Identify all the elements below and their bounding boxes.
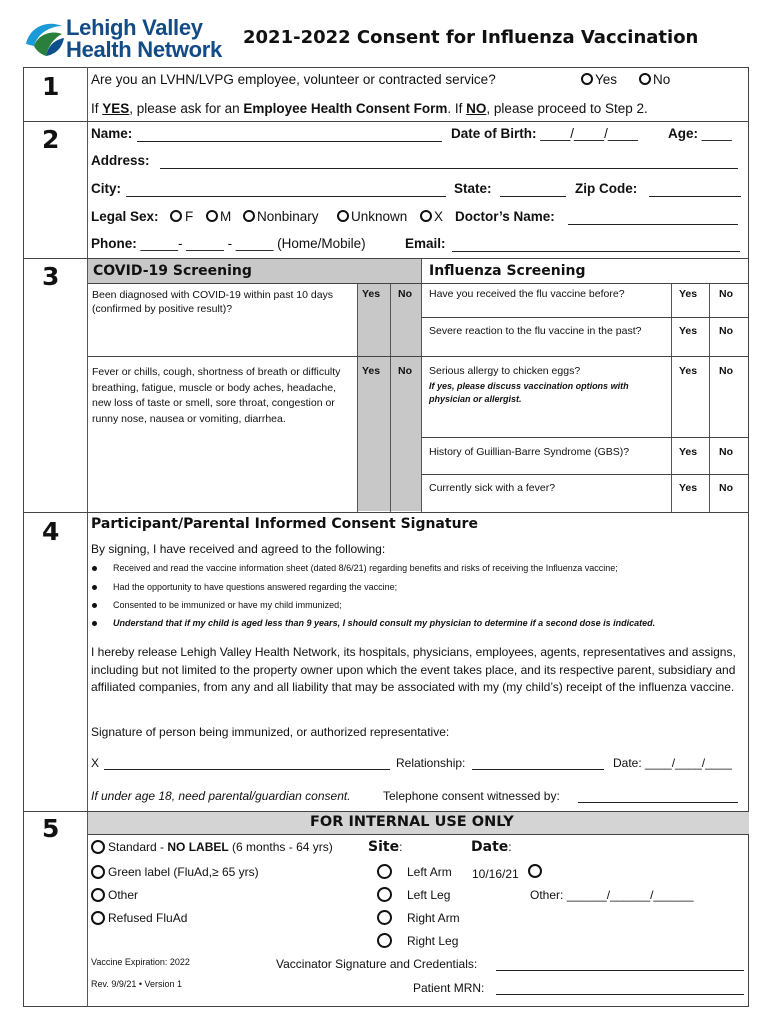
state-field[interactable] [500, 196, 566, 197]
address-label: Address: [91, 153, 150, 168]
other-date[interactable]: Other: ______/______/______ [530, 888, 694, 902]
bullet-icon [92, 621, 97, 626]
page-title: 2021-2022 Consent for Influenza Vaccination [243, 27, 699, 48]
step-number-1: 1 [42, 72, 60, 101]
city-label: City: [91, 181, 122, 196]
state-label: State: [454, 181, 492, 196]
right-arm-radio[interactable] [377, 910, 392, 925]
consent-bullet-1: Received and read the vaccine information sheet (dated 8/6/21) regarding benefits and risks of receiving the Influenza vaccine; [113, 563, 618, 573]
flu-q3-note: If yes, please discuss vaccination options with physician or allergist. [429, 381, 629, 404]
right-leg-radio[interactable] [377, 933, 392, 948]
sex-x-label: X [434, 209, 444, 224]
sex-m-label: M [220, 209, 232, 224]
right-arm-label: Right Arm [407, 911, 460, 925]
city-field[interactable] [126, 196, 446, 197]
doctor-field[interactable] [568, 224, 738, 225]
sex-f-radio[interactable] [170, 210, 182, 222]
consent-bullet-4: Understand that if my child is aged less than 9 years, I should consult my physician to determine if a second dose is indicated. [113, 618, 656, 628]
consent-title: Participant/Parental Informed Consent Signature [91, 516, 478, 532]
release-text: I hereby release Lehigh Valley Health Network, its hospitals, physicians, employees, agents, representatives and assigns, including but not limited to the property owner upon which the event takes place, and its respective parent, subsidiary and affiliated companies, from any and all liability that may be associated with my (my child’s) receipt of the influenza vaccine. [91, 645, 736, 694]
step-number-5: 5 [42, 814, 60, 843]
date-value: 10/16/21 [472, 867, 519, 881]
flu-title: Influenza Screening [429, 263, 586, 279]
zip-field[interactable] [649, 196, 741, 197]
address-field[interactable] [160, 168, 738, 169]
date-radio[interactable] [528, 864, 542, 878]
covid-q1-no[interactable]: No [398, 288, 412, 300]
patient-mrn-label: Patient MRN: [413, 981, 485, 995]
consent-intro: By signing, I have received and agreed to the following: [91, 542, 386, 556]
telephone-witness-field[interactable] [578, 802, 738, 803]
signature-label: Signature of person being immunized, or authorized representative: [91, 725, 450, 739]
internal-title: FOR INTERNAL USE ONLY [310, 814, 514, 830]
consent-date[interactable]: Date: ____/____/____ [613, 756, 732, 770]
green-label-radio[interactable] [91, 865, 105, 879]
left-arm-label: Left Arm [407, 865, 452, 879]
dob-label: Date of Birth: ____/____/____ [451, 126, 638, 141]
step-number-4: 4 [42, 517, 60, 546]
flu-q3-no[interactable]: No [719, 365, 733, 377]
sex-m-radio[interactable] [206, 210, 218, 222]
phone-label: Phone: _____- _____ - _____ (Home/Mobile) [91, 236, 366, 251]
vaccinator-field[interactable] [496, 970, 744, 971]
employee-note: If YES, please ask for an Employee Health Consent Form. If NO, please proceed to Step 2. [91, 101, 648, 116]
email-label: Email: [405, 236, 446, 251]
employee-yes-radio[interactable] [581, 73, 593, 85]
covid-q2-no[interactable]: No [398, 365, 412, 377]
flu-q1: Have you received the flu vaccine before? [429, 288, 625, 300]
green-label-text: Green label (FluAd,≥ 65 yrs) [108, 865, 259, 879]
bullet-icon [92, 566, 97, 571]
sex-unknown-radio[interactable] [337, 210, 349, 222]
covid-q1: Been diagnosed with COVID-19 within past 10 days (confirmed by positive result)? [92, 289, 334, 315]
sex-f-label: F [185, 209, 194, 224]
flu-q5-no[interactable]: No [719, 482, 733, 494]
step-number-2: 2 [42, 125, 60, 154]
flu-q3: Serious allergy to chicken eggs? [429, 365, 581, 377]
refused-label: Refused FluAd [108, 911, 188, 925]
flu-q4-no[interactable]: No [719, 446, 733, 458]
flu-q4: History of Guillian-Barre Syndrome (GBS)? [429, 446, 630, 458]
name-field[interactable] [137, 141, 442, 142]
signature-field[interactable] [104, 769, 390, 770]
left-leg-radio[interactable] [377, 887, 392, 902]
consent-bullet-3: Consented to be immunized or have my child immunized; [113, 600, 342, 610]
flu-q4-yes[interactable]: Yes [679, 446, 698, 458]
flu-q1-yes[interactable]: Yes [679, 288, 698, 300]
bullet-icon [92, 603, 97, 608]
step-number-3: 3 [42, 262, 60, 291]
step-column-divider [87, 67, 88, 1007]
logo-line2: Health Network [66, 37, 222, 62]
other-label: Other [108, 888, 139, 902]
signature-x: X [91, 756, 100, 770]
telephone-witness-label: Telephone consent witnessed by: [383, 789, 560, 803]
relationship-label: Relationship: [396, 756, 466, 770]
name-label: Name: [91, 126, 133, 141]
employee-no-label: No [653, 72, 671, 87]
sex-unknown-label: Unknown [351, 209, 408, 224]
legal-sex-label: Legal Sex: [91, 209, 159, 224]
flu-q1-no[interactable]: No [719, 288, 733, 300]
age-label: Age: ____ [668, 126, 732, 141]
left-arm-radio[interactable] [377, 864, 392, 879]
sex-nonbinary-label: Nonbinary [257, 209, 319, 224]
employee-yes-label: Yes [595, 72, 618, 87]
covid-title: COVID-19 Screening [93, 263, 252, 279]
revision-text: Rev. 9/9/21 • Version 1 [91, 979, 183, 989]
consent-bullet-2: Had the opportunity to have questions answered regarding the vaccine; [113, 582, 398, 592]
employee-question: Are you an LVHN/LVPG employee, volunteer or contracted service? [91, 72, 496, 87]
email-field[interactable] [452, 251, 740, 252]
flu-q5: Currently sick with a fever? [429, 482, 556, 494]
other-radio[interactable] [91, 888, 105, 902]
sex-nonbinary-radio[interactable] [243, 210, 255, 222]
date-label: Date: [471, 839, 512, 855]
lvhn-logo-icon [22, 16, 66, 58]
employee-no-radio[interactable] [639, 73, 651, 85]
refused-radio[interactable] [91, 911, 105, 925]
under-18-note: If under age 18, need parental/guardian consent. [91, 789, 351, 803]
logo-line1: Lehigh Valley [66, 15, 203, 40]
standard-label: Standard - NO LABEL (6 months - 64 yrs) [108, 840, 333, 854]
covid-answer-bg [357, 283, 421, 511]
flu-q2-no[interactable]: No [719, 325, 733, 337]
vaccinator-label: Vaccinator Signature and Credentials: [276, 957, 478, 971]
flu-q5-yes[interactable]: Yes [679, 482, 698, 494]
patient-mrn-field[interactable] [496, 994, 744, 995]
sex-x-radio[interactable] [420, 210, 432, 222]
left-leg-label: Left Leg [407, 888, 451, 902]
covid-q1-yes[interactable]: Yes [362, 288, 381, 300]
flu-q3-yes[interactable]: Yes [679, 365, 698, 377]
zip-label: Zip Code: [575, 181, 638, 196]
doctor-label: Doctor’s Name: [455, 209, 555, 224]
flu-q2: Severe reaction to the flu vaccine in the past? [429, 325, 642, 337]
right-leg-label: Right Leg [407, 934, 459, 948]
flu-q2-yes[interactable]: Yes [679, 325, 698, 337]
standard-radio[interactable] [91, 840, 105, 854]
bullet-icon [92, 585, 97, 590]
covid-q2: Fever or chills, cough, shortness of breath or difficulty breathing, fatigue, muscle or body aches, headache, new loss of taste or smell, sore throat, congestion or runny nose, nausea or vomiting, diarrhea. [92, 366, 341, 425]
covid-q2-yes[interactable]: Yes [362, 365, 381, 377]
site-label: Site: [368, 839, 403, 855]
relationship-field[interactable] [472, 769, 604, 770]
vaccine-expiration: Vaccine Expiration: 2022 [91, 957, 190, 967]
